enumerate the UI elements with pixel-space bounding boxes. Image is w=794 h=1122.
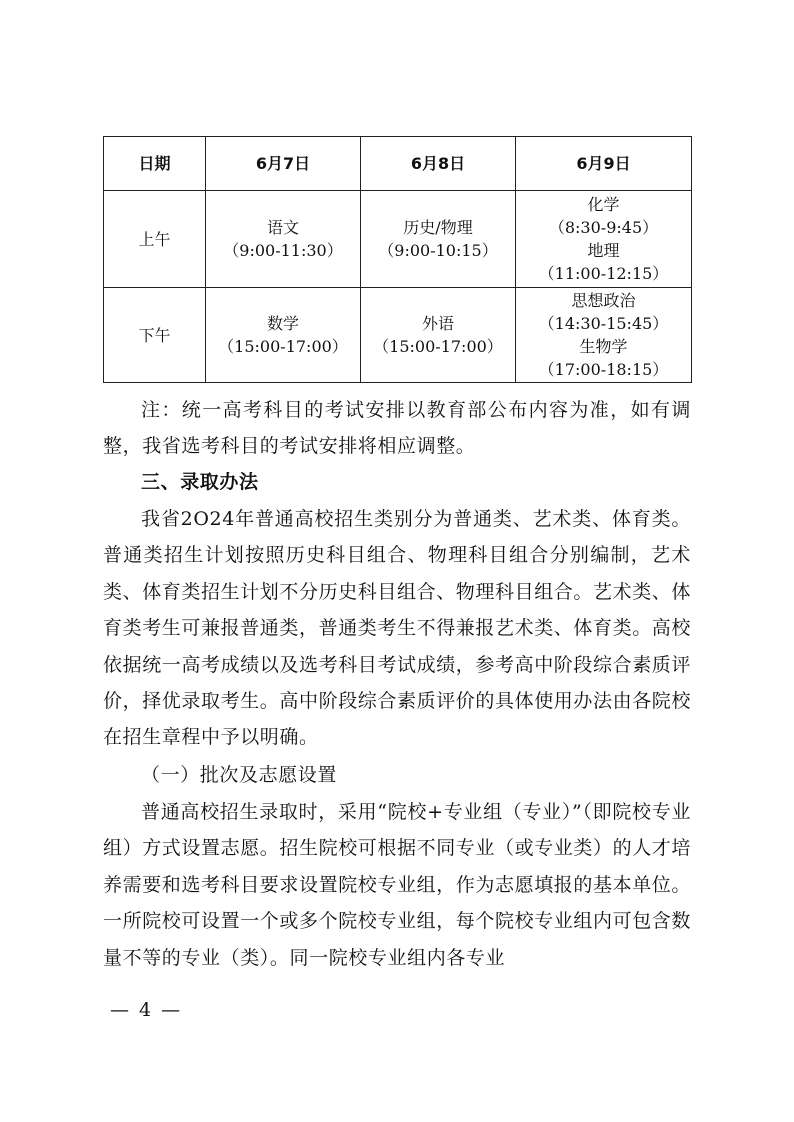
cell-morning-june-7 bbox=[206, 191, 361, 288]
exam-schedule-table bbox=[103, 136, 692, 383]
page-number: — 4 — bbox=[110, 999, 183, 1021]
table-header-row bbox=[104, 137, 692, 191]
subject: 语文 bbox=[266, 218, 299, 237]
time: （8:30-9:45） bbox=[548, 218, 659, 237]
row-label-morning: 上午 bbox=[104, 191, 206, 288]
subsection-paragraph: 普通高校招生录取时，采用“院校+专业组（专业）”（即院校专业组）方式设置志愿。招生院校可根据不同专业（或专业类）的人才培养需要和选考科目要求设置院校专业组，作为志愿填报的基本单位。一所院校可设置一个或多个院校专业组，每个院校专业组内可包含数量不等的专业（类）。同一院校专业组内各专业 bbox=[103, 801, 692, 969]
row-label-afternoon: 下午 bbox=[104, 288, 206, 383]
time: （9:00-10:15） bbox=[378, 241, 498, 260]
table-row-afternoon bbox=[104, 288, 692, 383]
cell-afternoon-june-9 bbox=[516, 288, 692, 383]
subject: 历史/物理 bbox=[403, 218, 473, 237]
cell-afternoon-june-7 bbox=[206, 288, 361, 383]
header-date: 日期 bbox=[104, 137, 206, 191]
table-row-morning bbox=[104, 191, 692, 288]
subsection-heading: （一）批次及志愿设置 bbox=[141, 764, 338, 786]
subject: 思想政治 bbox=[571, 291, 636, 310]
subject: 数学 bbox=[266, 314, 299, 333]
section-paragraph: 我省2O24年普通高校招生类别分为普通类、艺术类、体育类。普通类招生计划按照历史科目组合、物理科目组合分别编制，艺术类、体育类招生计划不分历史科目组合、物理科目组合。艺术类、体育类考生可兼报普通类，普通类考生不得兼报艺术类、体育类。高校依据统一高考成绩以及选考科目考试成绩，参考高中阶段综合素质评价，择优录取考生。高中阶段综合素质评价的具体使用办法由各院校在招生章程中予以明确。 bbox=[103, 508, 692, 749]
header-june-8: 6月8日 bbox=[361, 137, 516, 191]
table-note: 注：统一高考科目的考试安排以教育部公布内容为准，如有调整，我省选考科目的考试安排将相应调整。 bbox=[103, 399, 691, 458]
header-june-7: 6月7日 bbox=[206, 137, 361, 191]
time: （14:30-15:45） bbox=[538, 314, 669, 333]
cell-morning-june-8 bbox=[361, 191, 516, 288]
subject: 外语 bbox=[421, 314, 454, 333]
time: （9:00-11:30） bbox=[223, 241, 343, 260]
header-june-9: 6月9日 bbox=[516, 137, 692, 191]
time: （15:00-17:00） bbox=[373, 337, 503, 356]
subject: 地理 bbox=[587, 241, 620, 260]
subject: 生物学 bbox=[579, 337, 628, 356]
time: （17:00-18:15） bbox=[538, 360, 669, 379]
cell-afternoon-june-8 bbox=[361, 288, 516, 383]
cell-morning-june-9 bbox=[516, 191, 692, 288]
time: （15:00-17:00） bbox=[218, 337, 348, 356]
time: （11:00-12:15） bbox=[538, 264, 669, 283]
section-heading: 三、录取办法 bbox=[141, 471, 259, 493]
subject: 化学 bbox=[587, 195, 620, 214]
